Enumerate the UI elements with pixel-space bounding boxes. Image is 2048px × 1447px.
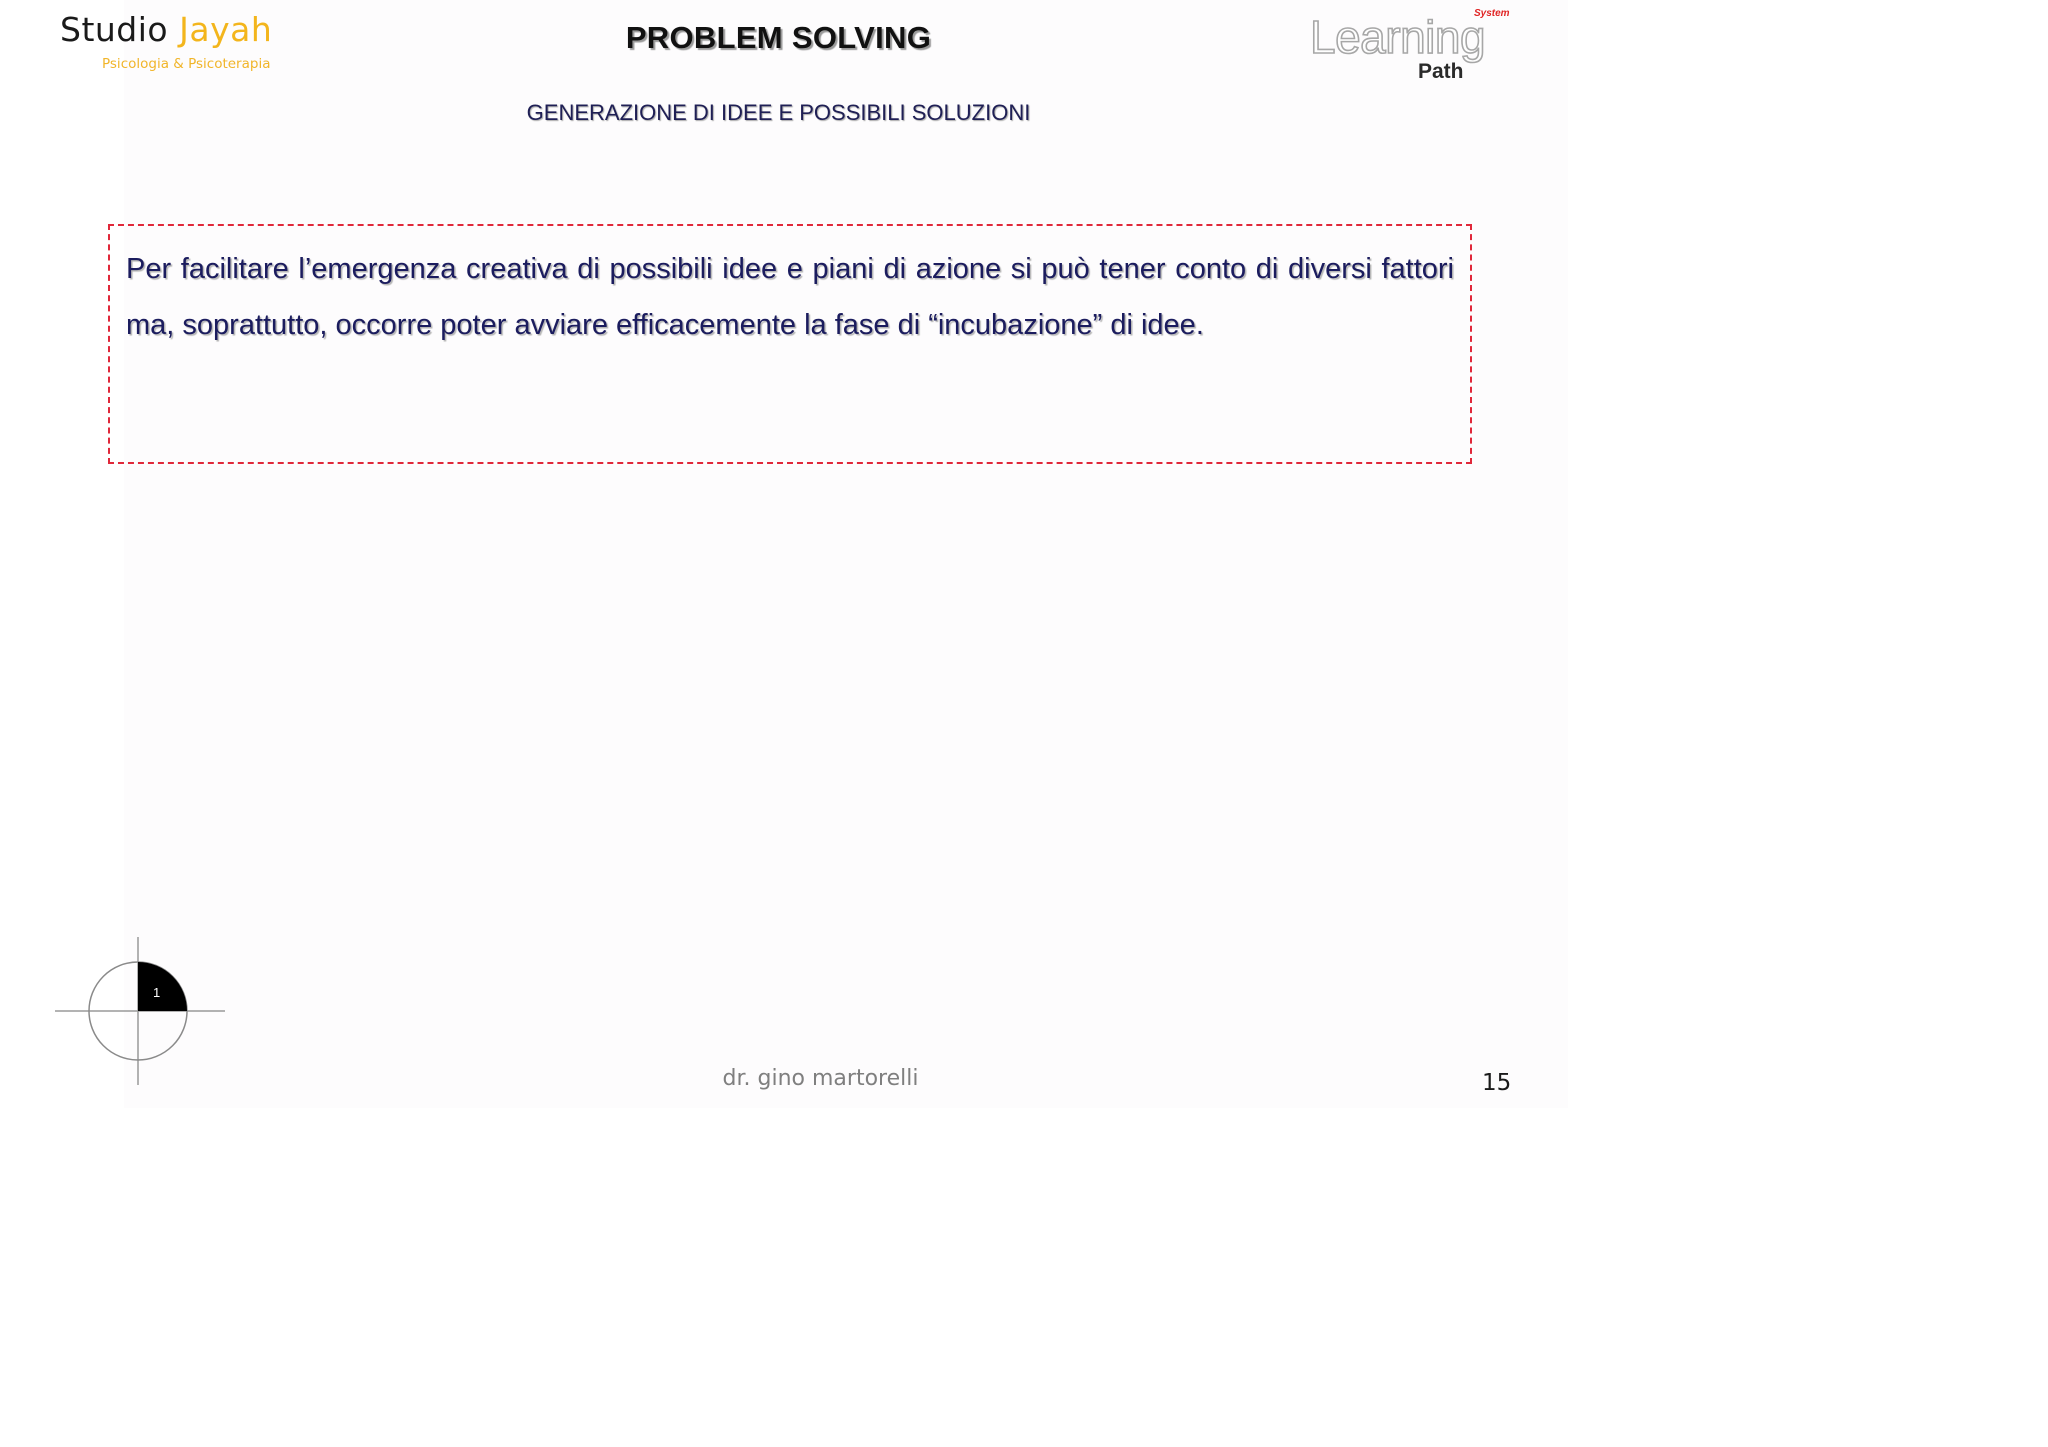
page-title: PROBLEM SOLVING [625,20,932,55]
body-paragraph: Per facilitare l’emergenza creativa di possibili idee e piani di azione si può tener conto di diversi fattori ma, soprattutto, occorre poter avviare efficacemente la fase di “incubazione” di idee. [126,253,1454,341]
dashed-text-box [108,224,1472,464]
page-subtitle: GENERAZIONE DI IDEE E POSSIBILI SOLUZIONI [526,100,1031,125]
logo-badge-system: System [1474,8,1510,19]
quadrant-label: 1 [153,985,161,1000]
logo-tagline: Psicologia & Psicoterapia [102,56,271,72]
slide-panel [124,0,1568,1108]
quadrant-filled-segment [138,962,187,1011]
footer-author-wrap [0,1066,1568,1091]
logo-word-learning: Learning [1310,11,1486,63]
page-subtitle-wrap [0,100,1568,126]
logo-word-path: Path [1418,60,1464,83]
logo-word-jayah: Jayah [179,10,273,49]
learning-path-logo [1300,4,1540,84]
page-number: 15 [1482,1070,1512,1096]
footer-author: dr. gino martorelli [722,1066,919,1091]
logo-word-studio: Studio [60,10,169,49]
